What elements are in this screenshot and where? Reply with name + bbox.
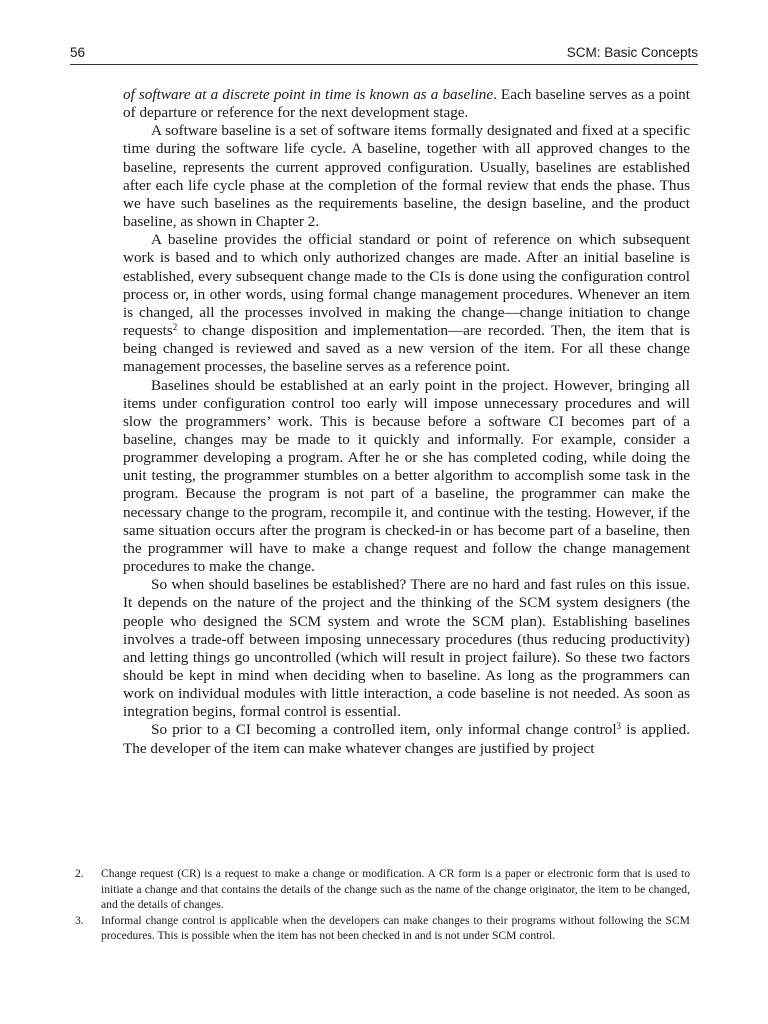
footnote-ref-2: 2 — [172, 322, 178, 333]
footnote-text: Change request (CR) is a request to make a change or modification. A CR form is a paper or electronic form that is used to initiate a change and that contains the details of the change such as the name of the change originator, the item to be changed, and the details of changes. — [101, 867, 690, 912]
paragraph-2: A software baseline is a set of software items formally designated and fixed at a specific time during the software life cycle. A baseline, together with all approved changes to the baseline, represents the current approved configuration. Usually, baselines are established after each life cycle phase at the completion of the formal review that ends the phase. Thus we have such baselines as the requirements baseline, the design baseline, and the product baseline, as shown in Chapter 2. — [123, 122, 690, 231]
paragraph-4: Baselines should be established at an early point in the project. However, bringing all items under configuration control too early will impose unnecessary procedures and will slow the programmers’ work. This is because before a software CI becomes part of a baseline, changes may be made to it quickly and informally. For example, consider a programmer developing a program. After he or she has completed coding, while doing the unit testing, the programmer stumbles on a better algorithm to accomplish some task in the program. Because the program is not part of a baseline, the programmer can make the necessary change to the program, recompile it, and continue with the testing. However, if the same situation occurs after the program is checked-in or has become part of a baseline, then the programmer will have to make a change request and follow the change management procedures to make the change. — [123, 376, 690, 576]
footnote-number: 2. — [75, 867, 84, 880]
paragraph-6-part-b: is applied. The developer of the item can make whatever changes are justified by project — [123, 721, 690, 757]
running-title: SCM: Basic Concepts — [566, 45, 698, 60]
footnote-ref-3: 3 — [616, 721, 622, 732]
paragraph-5: So when should baselines be established? There are no hard and fast rules on this issue. It depends on the nature of the project and the thinking of the SCM system designers (the people who designed the SCM system and wrote the SCM plan). Establishing baselines involves a trade-off between imposing unnecessary procedures (thus reducing productivity) and letting things go uncontrolled (which will result in project failure). So these two factors should be kept in mind when deciding when to baseline. As long as the programmers can work on individual modules with little interaction, a code baseline is not needed. As soon as integration begins, formal control is essential. — [123, 576, 690, 721]
footnote-2 — [75, 866, 690, 913]
footnote-3 — [75, 913, 690, 944]
paragraph-1 — [123, 86, 690, 122]
footnote-number: 3. — [75, 913, 84, 927]
paragraph-3-part-b: to change disposition and implementation—are recorded. Then, the item that is being changed is reviewed and saved as a new version of the item. For all these change management processes, the baseline serves as a reference point. — [123, 322, 690, 376]
footnotes — [75, 866, 690, 944]
baseline-definition: of software at a discrete point in time is known as a baseline — [123, 86, 494, 103]
page-number: 56 — [70, 45, 86, 60]
body-text — [123, 86, 690, 758]
paragraph-3 — [123, 231, 690, 376]
footnote-text: Informal change control is applicable when the developers can make changes to their programs without following the SCM procedures. This is possible when the item has not been checked in and is not under SCM control. — [101, 913, 690, 943]
paragraph-6-part-a: So prior to a CI becoming a controlled item, only informal change control — [151, 721, 617, 739]
paragraph-3-part-a: A baseline provides the official standard or point of reference on which subsequent work is based and to which only authorized changes are made. After an initial baseline is established, every subsequent change made to the CIs is done using the configuration control process or, in other words, using formal change management procedures. Whenever an item is changed, all the processes involved in making the change—change initiation to change requests — [123, 231, 690, 340]
paragraph-6 — [123, 721, 690, 757]
running-header — [70, 40, 698, 65]
paragraph-1-rest: . Each baseline serves as a point of departure or reference for the next development stage. — [123, 86, 690, 122]
